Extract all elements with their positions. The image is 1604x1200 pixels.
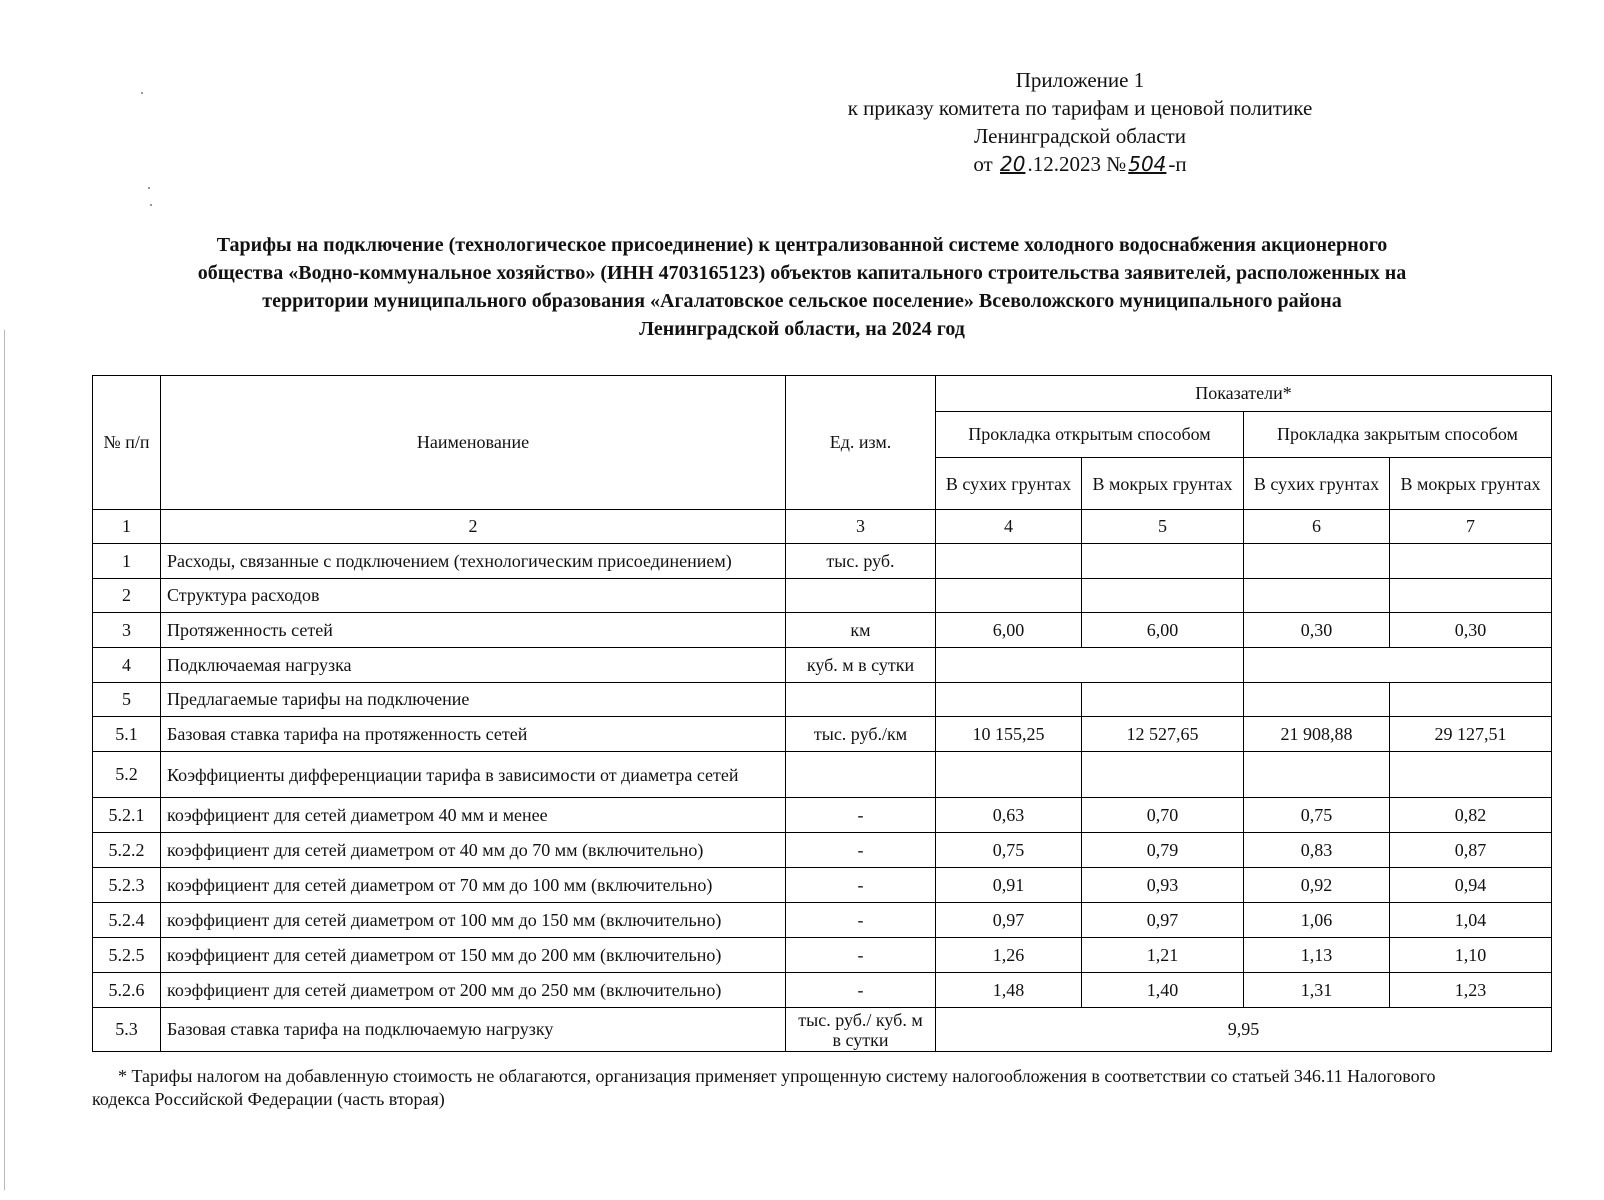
row-unit: - — [786, 868, 936, 903]
row-name: Предлагаемые тарифы на подключение — [161, 683, 786, 717]
header-indicators: Показатели* — [936, 376, 1552, 412]
row-name: коэффициент для сетей диаметром 40 мм и менее — [161, 798, 786, 833]
row-value: 0,93 — [1082, 868, 1244, 903]
row-value: 1,13 — [1244, 938, 1390, 973]
row-value — [1244, 752, 1390, 798]
row-value: 0,92 — [1244, 868, 1390, 903]
row-num: 5.2.5 — [93, 938, 161, 973]
scan-edge-line — [4, 330, 5, 1190]
row-value — [1082, 683, 1244, 717]
row-value — [1082, 752, 1244, 798]
col-number: 1 — [93, 510, 161, 544]
row-unit: куб. м в сутки — [786, 648, 936, 683]
row-num: 5.2.4 — [93, 903, 161, 938]
row-value — [1082, 544, 1244, 579]
col-number: 3 — [786, 510, 936, 544]
table-row — [93, 938, 1552, 973]
table-row — [93, 544, 1552, 579]
table-row — [93, 613, 1552, 648]
title-line-4: Ленинградской области, на 2024 год — [639, 318, 965, 340]
row-value — [936, 544, 1082, 579]
date-rest: .12.2023 № — [1027, 152, 1127, 176]
row-unit: тыс. руб. — [786, 544, 936, 579]
document-title — [100, 231, 1504, 343]
col-number: 2 — [161, 510, 786, 544]
row-value: 0,63 — [936, 798, 1082, 833]
col-number: 7 — [1390, 510, 1552, 544]
scan-speck — [150, 204, 152, 206]
row-value: 1,31 — [1244, 973, 1390, 1008]
row-value — [936, 579, 1082, 613]
row-value: 0,30 — [1244, 613, 1390, 648]
row-unit: км — [786, 613, 936, 648]
table-row — [93, 973, 1552, 1008]
col-number: 4 — [936, 510, 1082, 544]
row-value: 0,75 — [936, 833, 1082, 868]
header-closed-method: Прокладка закрытым способом — [1244, 412, 1552, 458]
row-value: 0,97 — [936, 903, 1082, 938]
row-unit: - — [786, 833, 936, 868]
appendix-line-3: Ленинградской области — [974, 124, 1186, 148]
title-line-1: Тарифы на подключение (технологическое присоединение) к централизованной системе холодного водоснабжения акционерного — [216, 234, 1388, 256]
row-num: 5.2.1 — [93, 798, 161, 833]
row-value: 1,48 — [936, 973, 1082, 1008]
row-num: 3 — [93, 613, 161, 648]
appendix-line-2: к приказу комитета по тарифам и ценовой политике — [847, 96, 1313, 120]
row-value: 1,26 — [936, 938, 1082, 973]
appendix-line-1: Приложение 1 — [1015, 68, 1145, 92]
row-value: 0,75 — [1244, 798, 1390, 833]
row-value: 0,87 — [1390, 833, 1552, 868]
row-value: 1,06 — [1244, 903, 1390, 938]
row-num: 5 — [93, 683, 161, 717]
row-value: 9,95 — [936, 1008, 1552, 1052]
header-open-method: Прокладка открытым способом — [936, 412, 1244, 458]
row-name: коэффициент для сетей диаметром от 200 мм до 250 мм (включительно) — [161, 973, 786, 1008]
row-value: 0,70 — [1082, 798, 1244, 833]
table-row — [93, 717, 1552, 752]
title-line-3: территории муниципального образования «Агалатовское сельское поселение» Всеволожского муниципального района — [262, 290, 1342, 312]
row-value — [1244, 579, 1390, 613]
header-closed-dry: В сухих грунтах — [1244, 458, 1390, 510]
row-unit: - — [786, 938, 936, 973]
row-name: Базовая ставка тарифа на подключаемую нагрузку — [161, 1008, 786, 1052]
row-value — [1082, 579, 1244, 613]
footnote-line-2: кодекса Российской Федерации (часть вторая) — [92, 1089, 445, 1109]
col-number: 5 — [1082, 510, 1244, 544]
scan-speck — [141, 92, 143, 94]
row-value — [1390, 579, 1552, 613]
row-value: 0,82 — [1390, 798, 1552, 833]
row-unit: - — [786, 798, 936, 833]
row-unit — [786, 683, 936, 717]
tariffs-table — [92, 375, 1552, 1052]
row-value: 0,30 — [1390, 613, 1552, 648]
row-name: Структура расходов — [161, 579, 786, 613]
date-prefix: от — [973, 152, 993, 176]
row-value: 0,91 — [936, 868, 1082, 903]
table-row — [93, 903, 1552, 938]
row-value — [936, 752, 1082, 798]
row-value: 6,00 — [1082, 613, 1244, 648]
row-value — [1390, 544, 1552, 579]
row-name: Базовая ставка тарифа на протяженность сетей — [161, 717, 786, 752]
scan-speck — [148, 187, 150, 189]
row-num: 2 — [93, 579, 161, 613]
header-open-wet: В мокрых грунтах — [1082, 458, 1244, 510]
footnote — [92, 1065, 1522, 1111]
handwritten-day: 20 — [999, 152, 1026, 176]
table-row — [93, 868, 1552, 903]
table-row — [93, 833, 1552, 868]
row-value — [1244, 683, 1390, 717]
row-unit — [786, 579, 936, 613]
row-num: 5.1 — [93, 717, 161, 752]
row-unit — [786, 752, 936, 798]
row-name: коэффициент для сетей диаметром от 40 мм до 70 мм (включительно) — [161, 833, 786, 868]
row-value: 0,94 — [1390, 868, 1552, 903]
row-num: 5.2.2 — [93, 833, 161, 868]
row-name: Подключаемая нагрузка — [161, 648, 786, 683]
title-line-2: общества «Водно-коммунальное хозяйство» (ИНН 4703165123) объектов капитального строительства заявителей, расположенных на — [197, 262, 1407, 284]
row-num: 5.3 — [93, 1008, 161, 1052]
row-num: 4 — [93, 648, 161, 683]
row-value: 1,10 — [1390, 938, 1552, 973]
row-unit: тыс. руб./ куб. м в сутки — [786, 1008, 936, 1052]
row-value — [1390, 752, 1552, 798]
row-name: Протяженность сетей — [161, 613, 786, 648]
row-value — [1244, 544, 1390, 579]
row-value: 6,00 — [936, 613, 1082, 648]
row-value: 1,23 — [1390, 973, 1552, 1008]
row-value: 1,40 — [1082, 973, 1244, 1008]
row-value: 12 527,65 — [1082, 717, 1244, 752]
row-name: коэффициент для сетей диаметром от 150 мм до 200 мм (включительно) — [161, 938, 786, 973]
header-closed-wet: В мокрых грунтах — [1390, 458, 1552, 510]
header-unit: Ед. изм. — [786, 376, 936, 510]
row-value: 1,21 — [1082, 938, 1244, 973]
row-value — [1390, 683, 1552, 717]
row-value: 1,04 — [1390, 903, 1552, 938]
row-value: 10 155,25 — [936, 717, 1082, 752]
row-value: 0,97 — [1082, 903, 1244, 938]
handwritten-order-number: 504 — [1128, 152, 1167, 176]
order-suffix: -п — [1168, 152, 1187, 176]
appendix-date-line — [800, 150, 1360, 178]
table-row — [93, 683, 1552, 717]
row-num: 5.2.3 — [93, 868, 161, 903]
row-value: 21 908,88 — [1244, 717, 1390, 752]
table-row — [93, 752, 1552, 798]
col-number: 6 — [1244, 510, 1390, 544]
header-name: Наименование — [161, 376, 786, 510]
table-row — [93, 798, 1552, 833]
footnote-line-1: * Тарифы налогом на добавленную стоимость не облагаются, организация применяет упрощенную систему налогообложения в соответствии со статьей 346.11 Налогового — [118, 1066, 1436, 1086]
row-value: 0,83 — [1244, 833, 1390, 868]
row-value — [936, 648, 1244, 683]
row-name: коэффициент для сетей диаметром от 100 мм до 150 мм (включительно) — [161, 903, 786, 938]
row-unit: - — [786, 903, 936, 938]
header-num: № п/п — [93, 376, 161, 510]
row-value: 29 127,51 — [1390, 717, 1552, 752]
row-value: 0,79 — [1082, 833, 1244, 868]
row-name: Расходы, связанные с подключением (технологическим присоединением) — [161, 544, 786, 579]
table-row — [93, 1008, 1552, 1052]
row-num: 5.2 — [93, 752, 161, 798]
row-unit: - — [786, 973, 936, 1008]
row-value — [1244, 648, 1552, 683]
header-open-dry: В сухих грунтах — [936, 458, 1082, 510]
row-num: 5.2.6 — [93, 973, 161, 1008]
column-number-row — [93, 510, 1552, 544]
row-num: 1 — [93, 544, 161, 579]
row-unit: тыс. руб./км — [786, 717, 936, 752]
table-row — [93, 648, 1552, 683]
row-name: коэффициент для сетей диаметром от 70 мм до 100 мм (включительно) — [161, 868, 786, 903]
row-name: Коэффициенты дифференциации тарифа в зависимости от диаметра сетей — [161, 752, 786, 798]
appendix-header — [800, 66, 1360, 178]
row-value — [936, 683, 1082, 717]
table-row — [93, 579, 1552, 613]
